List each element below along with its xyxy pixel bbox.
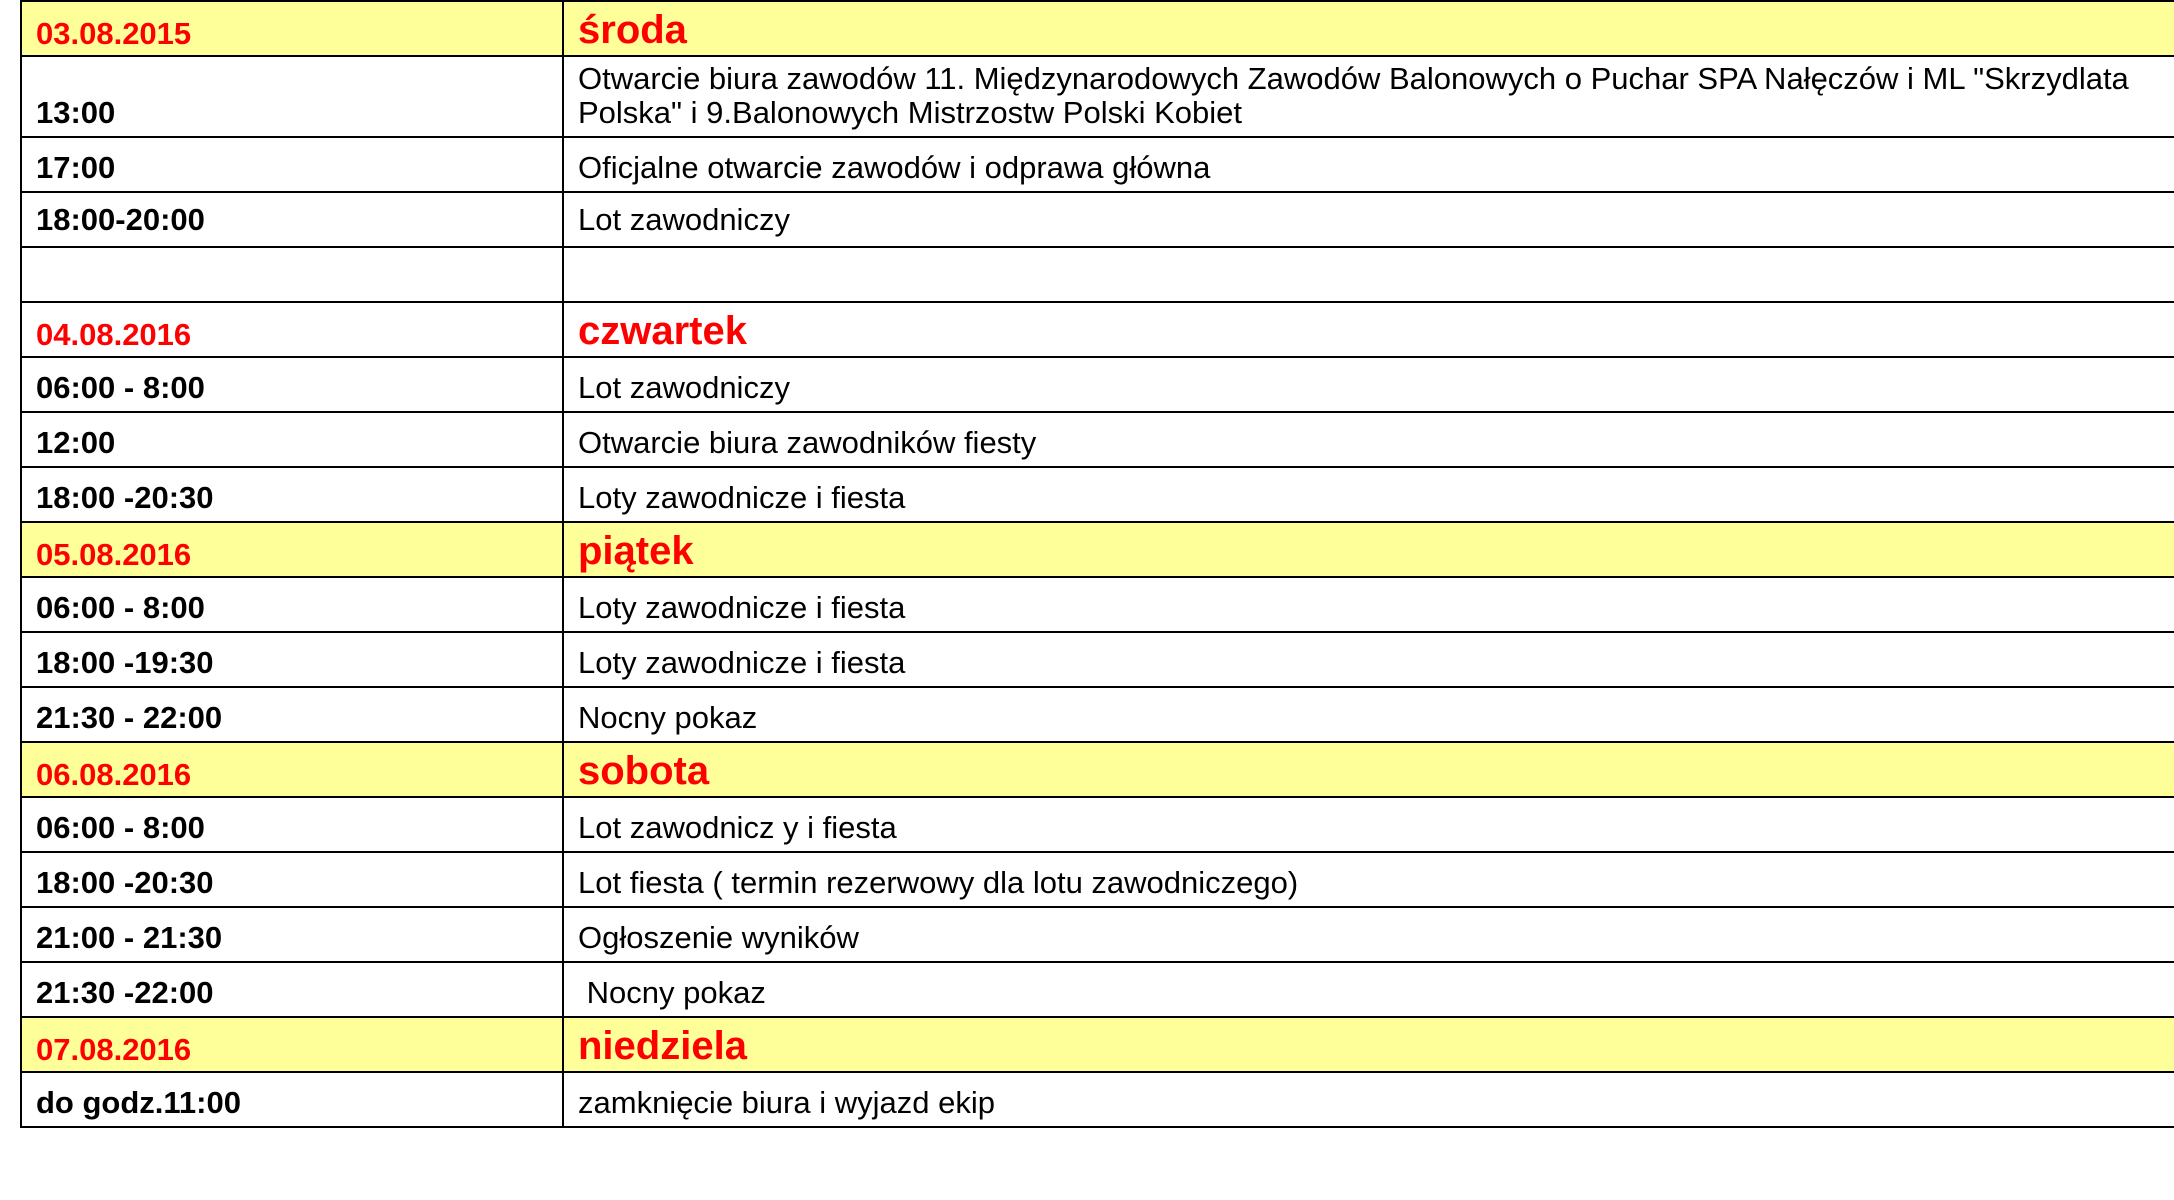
day-date: 07.08.2016	[21, 1017, 563, 1072]
event-description: zamknięcie biura i wyjazd ekip	[563, 1072, 2174, 1127]
day-header-row	[21, 742, 2174, 797]
day-header-row	[21, 1, 2174, 56]
event-description: Ogłoszenie wyników	[563, 907, 2174, 962]
event-row	[21, 192, 2174, 247]
event-row	[21, 1072, 2174, 1127]
event-time: 21:00 - 21:30	[21, 907, 563, 962]
event-time: 06:00 - 8:00	[21, 797, 563, 852]
event-description: Loty zawodnicze i fiesta	[563, 577, 2174, 632]
day-date: 03.08.2015	[21, 1, 563, 56]
event-row	[21, 962, 2174, 1017]
event-time: 18:00 -20:30	[21, 852, 563, 907]
event-row	[21, 56, 2174, 137]
day-weekday: czwartek	[563, 302, 2174, 357]
event-time: 12:00	[21, 412, 563, 467]
event-description: Otwarcie biura zawodów 11. Międzynarodowych Zawodów Balonowych o Puchar SPA Nałęczów i ML "Skrzydlata Polska" i 9.Balonowych Mistrzostw Polski Kobiet	[563, 56, 2174, 137]
event-description	[563, 247, 2174, 302]
event-description: Lot fiesta ( termin rezerwowy dla lotu zawodniczego)	[563, 852, 2174, 907]
event-time	[21, 247, 563, 302]
event-description: Lot zawodniczy	[563, 192, 2174, 247]
event-time: 18:00 -19:30	[21, 632, 563, 687]
event-time: 13:00	[21, 56, 563, 137]
schedule-table	[20, 0, 2174, 1128]
day-header-row	[21, 522, 2174, 577]
event-row	[21, 632, 2174, 687]
event-row	[21, 852, 2174, 907]
event-time: 18:00 -20:30	[21, 467, 563, 522]
day-date: 05.08.2016	[21, 522, 563, 577]
event-row	[21, 907, 2174, 962]
day-weekday: sobota	[563, 742, 2174, 797]
event-description: Loty zawodnicze i fiesta	[563, 632, 2174, 687]
event-row	[21, 467, 2174, 522]
event-time: do godz.11:00	[21, 1072, 563, 1127]
event-time: 06:00 - 8:00	[21, 357, 563, 412]
event-time: 17:00	[21, 137, 563, 192]
event-description: Lot zawodnicz y i fiesta	[563, 797, 2174, 852]
event-time: 21:30 -22:00	[21, 962, 563, 1017]
event-description: Loty zawodnicze i fiesta	[563, 467, 2174, 522]
event-time: 06:00 - 8:00	[21, 577, 563, 632]
event-description: Lot zawodniczy	[563, 357, 2174, 412]
day-weekday: niedziela	[563, 1017, 2174, 1072]
event-description: Nocny pokaz	[563, 962, 2174, 1017]
event-time: 18:00-20:00	[21, 192, 563, 247]
event-description: Nocny pokaz	[563, 687, 2174, 742]
day-date: 06.08.2016	[21, 742, 563, 797]
event-row	[21, 357, 2174, 412]
day-header-row	[21, 302, 2174, 357]
day-weekday: piątek	[563, 522, 2174, 577]
event-row	[21, 797, 2174, 852]
day-date: 04.08.2016	[21, 302, 563, 357]
day-weekday: środa	[563, 1, 2174, 56]
event-row	[21, 687, 2174, 742]
event-row	[21, 412, 2174, 467]
day-header-row	[21, 1017, 2174, 1072]
event-description: Oficjalne otwarcie zawodów i odprawa główna	[563, 137, 2174, 192]
event-time: 21:30 - 22:00	[21, 687, 563, 742]
event-description: Otwarcie biura zawodników fiesty	[563, 412, 2174, 467]
event-row	[21, 577, 2174, 632]
event-row-empty	[21, 247, 2174, 302]
event-row	[21, 137, 2174, 192]
